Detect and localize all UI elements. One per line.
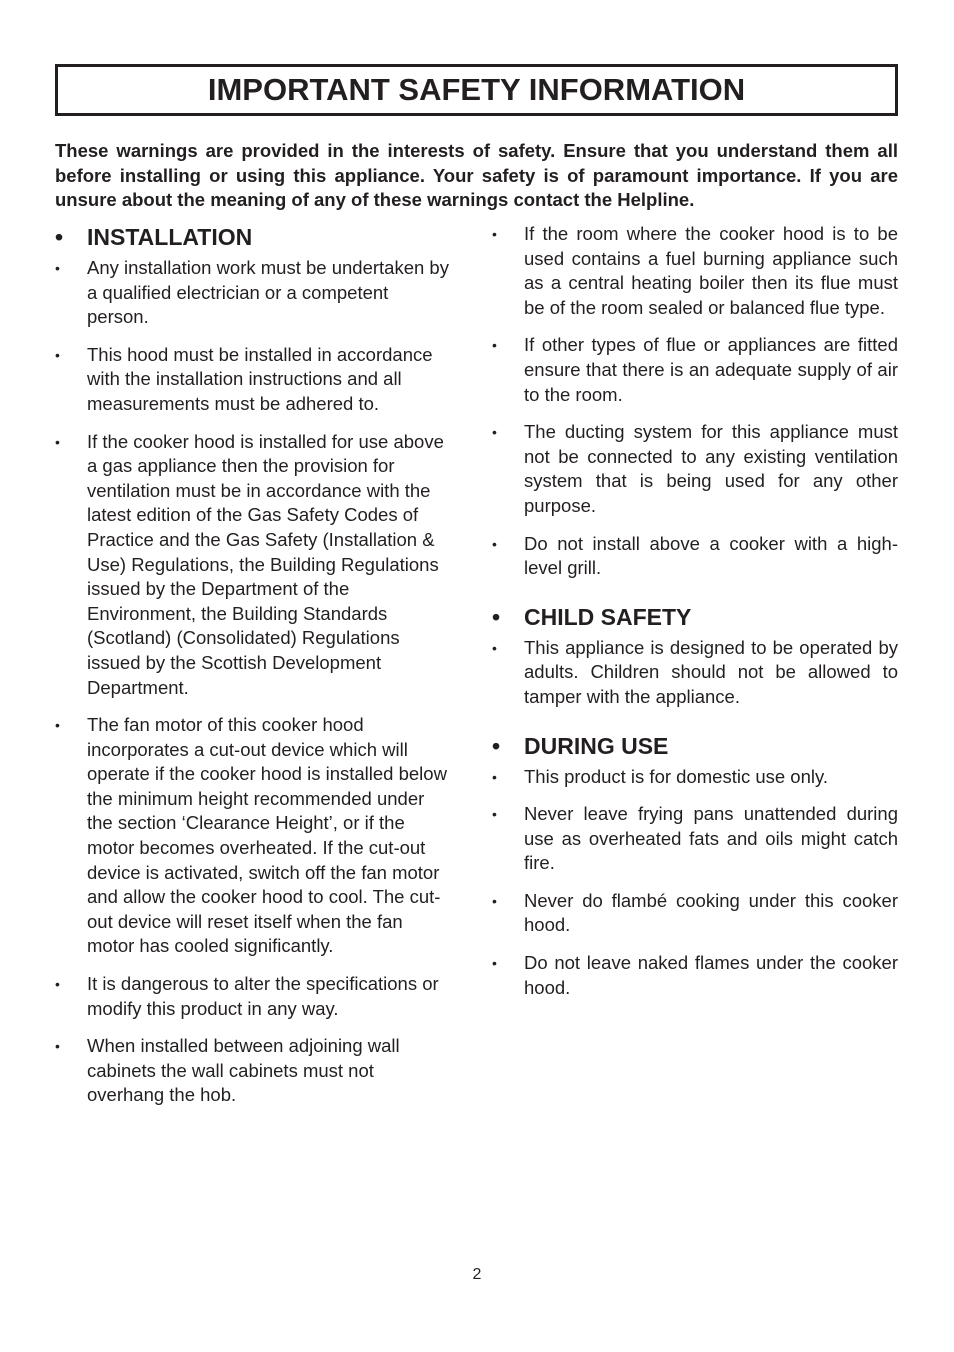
- left-column: [55, 222, 449, 1121]
- list-item: [55, 713, 449, 959]
- installation-heading: [55, 222, 449, 252]
- list-item-text: This hood must be installed in accordance with the installation instructions and all measurements must be adhered to.: [87, 343, 433, 414]
- list-item-text: This product is for domestic use only.: [524, 765, 829, 787]
- heading-bullet: •: [492, 732, 501, 759]
- list-item: [55, 256, 449, 330]
- list-item: [492, 765, 898, 790]
- bullet: •: [55, 976, 60, 993]
- list-item: [55, 1034, 449, 1108]
- section-spacer: [492, 723, 898, 731]
- list-item-text: When installed between adjoining wall cabinets the wall cabinets must not overhang the hob.: [87, 1035, 400, 1106]
- page-number: 2: [472, 1266, 482, 1283]
- list-item-text: Any installation work must be undertaken by a qualified electrician or a competent person.: [87, 257, 449, 328]
- bullet: •: [55, 260, 60, 276]
- list-item-text: Never leave frying pans unattended during use as overheated fats and oils might catch fire.: [524, 803, 898, 874]
- title-box: [55, 64, 898, 116]
- list-item: [55, 972, 449, 1021]
- bullet: •: [492, 535, 497, 552]
- list-item-text: If the cooker hood is installed for use above a gas appliance then the provision for ventilation must be in accordance with the latest edition of the Gas Safety Codes of Practice and the Gas Safety (Installation & Use) Regulations, the Building Regulations issued by the Department of the Environment, the Building Standards (Scotland) (Consolidated) Regulations issued by the Scottish Development Department.: [87, 430, 444, 698]
- heading-bullet: •: [55, 224, 64, 250]
- list-item: [492, 333, 898, 407]
- section-spacer: [492, 594, 898, 602]
- bullet: •: [492, 424, 497, 441]
- list-item: [492, 636, 898, 710]
- child-safety-heading: [492, 602, 898, 632]
- child-safety-heading-text: CHILD SAFETY: [524, 603, 692, 630]
- list-item: [492, 889, 898, 938]
- list-item-text: If the room where the cooker hood is to be used contains a fuel burning appliance such as a central heating boiler then its flue must be of the room sealed or balanced flue type.: [524, 223, 898, 318]
- list-item-text: The ducting system for this appliance must not be connected to any existing ventilation system that is being used for any other purpose.: [524, 421, 898, 516]
- during-use-heading: [492, 731, 898, 761]
- bullet: •: [492, 639, 497, 656]
- list-item: [55, 430, 449, 701]
- bullet: •: [492, 806, 497, 823]
- list-item-text: Do not leave naked flames under the cooker hood.: [524, 952, 898, 998]
- bullet: •: [492, 955, 497, 972]
- bullet: •: [492, 337, 497, 354]
- bullet: •: [492, 892, 497, 909]
- list-item-text: If other types of flue or appliances are fitted ensure that there is an adequate supply of air to the room.: [524, 334, 898, 405]
- installation-heading-text: INSTALLATION: [87, 224, 253, 250]
- list-item-text: Never do flambé cooking under this cooker hood.: [524, 889, 898, 936]
- bullet: •: [492, 768, 497, 785]
- intro-warning: These warnings are provided in the interests of safety. Ensure that you understand them all before installing or using this appliance. Your safety is of paramount importance. If you are unsure about the meaning of any of these warnings contact the Helpline.: [55, 140, 898, 210]
- heading-bullet: •: [492, 603, 501, 630]
- list-item-text: It is dangerous to alter the specifications or modify this product in any way.: [87, 973, 439, 1019]
- bullet: •: [55, 433, 60, 450]
- page-title: IMPORTANT SAFETY INFORMATION: [207, 72, 746, 107]
- list-item: [492, 532, 898, 581]
- list-item: [492, 420, 898, 518]
- list-item-text: This appliance is designed to be operated by adults. Children should not be allowed to tamper with the appliance.: [524, 636, 898, 707]
- list-item: [492, 802, 898, 876]
- bullet: •: [492, 226, 497, 242]
- list-item: [55, 343, 449, 417]
- bullet: •: [55, 717, 60, 734]
- list-item-text: The fan motor of this cooker hood incorporates a cut-out device which will operate if the cooker hood is installed below the minimum height recommended under the section ‘Clearance Height’, or if the motor becomes overheated. If the cut-out device is activated, switch off the fan motor and allow the cooker hood to cool. The cut-out device will reset itself when the fan motor has cooled significantly.: [87, 714, 447, 957]
- list-item: [492, 951, 898, 1000]
- bullet: •: [55, 346, 60, 363]
- list-item: [492, 222, 898, 320]
- bullet: •: [55, 1038, 60, 1055]
- list-item-text: Do not install above a cooker with a high-level grill.: [524, 532, 898, 579]
- during-use-heading-text: DURING USE: [524, 732, 669, 759]
- right-column: [492, 222, 898, 1013]
